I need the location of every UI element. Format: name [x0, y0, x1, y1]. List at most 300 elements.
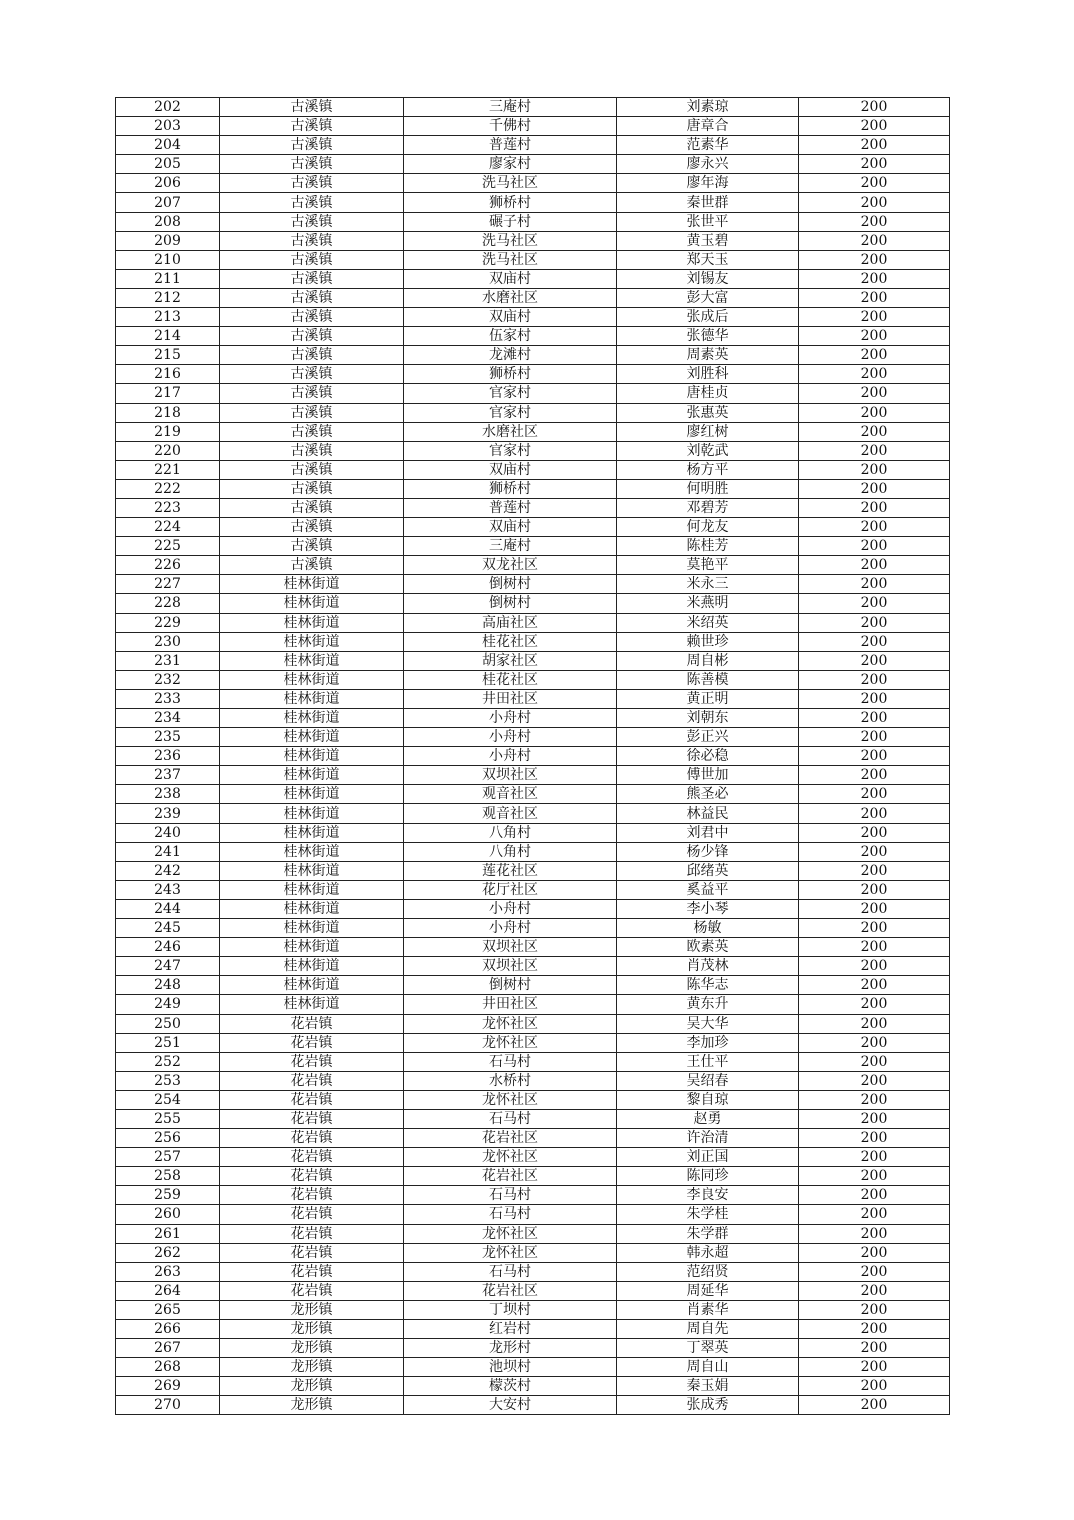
- township-cell: 花岩镇: [220, 1262, 404, 1281]
- row-number-cell: 261: [116, 1224, 220, 1243]
- table-row: [116, 823, 950, 842]
- person-name-cell: 陈华志: [617, 976, 799, 995]
- row-number-cell: 231: [116, 651, 220, 670]
- person-name-cell: 彭正兴: [617, 728, 799, 747]
- row-number-cell: 220: [116, 441, 220, 460]
- village-cell: 伍家村: [404, 327, 617, 346]
- amount-cell: 200: [799, 1377, 950, 1396]
- village-cell: 桂花社区: [404, 670, 617, 689]
- person-name-cell: 张世平: [617, 212, 799, 231]
- township-cell: 桂林街道: [220, 976, 404, 995]
- table-row: [116, 403, 950, 422]
- village-cell: 龙形村: [404, 1339, 617, 1358]
- table-row: [116, 766, 950, 785]
- person-name-cell: 奚益平: [617, 880, 799, 899]
- amount-cell: 200: [799, 403, 950, 422]
- township-cell: 古溪镇: [220, 231, 404, 250]
- person-name-cell: 丁翠英: [617, 1339, 799, 1358]
- row-number-cell: 239: [116, 804, 220, 823]
- table-row: [116, 689, 950, 708]
- row-number-cell: 219: [116, 422, 220, 441]
- amount-cell: 200: [799, 823, 950, 842]
- amount-cell: 200: [799, 1339, 950, 1358]
- table-row: [116, 556, 950, 575]
- township-cell: 桂林街道: [220, 766, 404, 785]
- township-cell: 古溪镇: [220, 460, 404, 479]
- amount-cell: 200: [799, 1281, 950, 1300]
- row-number-cell: 267: [116, 1339, 220, 1358]
- table-body: [116, 98, 950, 1415]
- person-name-cell: 唐章合: [617, 117, 799, 136]
- person-name-cell: 周自彬: [617, 651, 799, 670]
- village-cell: 丁坝村: [404, 1300, 617, 1319]
- table-row: [116, 269, 950, 288]
- person-name-cell: 陈同珍: [617, 1167, 799, 1186]
- table-row: [116, 747, 950, 766]
- table-row: [116, 1224, 950, 1243]
- table-row: [116, 1396, 950, 1415]
- township-cell: 桂林街道: [220, 594, 404, 613]
- village-cell: 龙怀社区: [404, 1243, 617, 1262]
- village-cell: 小舟村: [404, 728, 617, 747]
- row-number-cell: 264: [116, 1281, 220, 1300]
- amount-cell: 200: [799, 1033, 950, 1052]
- amount-cell: 200: [799, 498, 950, 517]
- village-cell: 洗马社区: [404, 231, 617, 250]
- township-cell: 花岩镇: [220, 1014, 404, 1033]
- amount-cell: 200: [799, 136, 950, 155]
- amount-cell: 200: [799, 899, 950, 918]
- amount-cell: 200: [799, 594, 950, 613]
- amount-cell: 200: [799, 98, 950, 117]
- amount-cell: 200: [799, 1167, 950, 1186]
- village-cell: 双坝社区: [404, 938, 617, 957]
- township-cell: 古溪镇: [220, 537, 404, 556]
- township-cell: 桂林街道: [220, 919, 404, 938]
- amount-cell: 200: [799, 250, 950, 269]
- person-name-cell: 陈桂芳: [617, 537, 799, 556]
- row-number-cell: 250: [116, 1014, 220, 1033]
- amount-cell: 200: [799, 785, 950, 804]
- township-cell: 桂林街道: [220, 613, 404, 632]
- row-number-cell: 222: [116, 479, 220, 498]
- township-cell: 古溪镇: [220, 384, 404, 403]
- table-row: [116, 842, 950, 861]
- row-number-cell: 263: [116, 1262, 220, 1281]
- township-cell: 龙形镇: [220, 1339, 404, 1358]
- village-cell: 双龙社区: [404, 556, 617, 575]
- township-cell: 古溪镇: [220, 250, 404, 269]
- amount-cell: 200: [799, 346, 950, 365]
- amount-cell: 200: [799, 479, 950, 498]
- amount-cell: 200: [799, 1262, 950, 1281]
- village-cell: 千佛村: [404, 117, 617, 136]
- amount-cell: 200: [799, 1300, 950, 1319]
- amount-cell: 200: [799, 1396, 950, 1415]
- row-number-cell: 207: [116, 193, 220, 212]
- amount-cell: 200: [799, 117, 950, 136]
- row-number-cell: 252: [116, 1052, 220, 1071]
- person-name-cell: 张成后: [617, 308, 799, 327]
- village-cell: 双庙村: [404, 518, 617, 537]
- table-row: [116, 575, 950, 594]
- table-row: [116, 346, 950, 365]
- person-name-cell: 刘乾武: [617, 441, 799, 460]
- table-row: [116, 1205, 950, 1224]
- person-name-cell: 郑天玉: [617, 250, 799, 269]
- person-name-cell: 李小琴: [617, 899, 799, 918]
- village-cell: 洗马社区: [404, 250, 617, 269]
- person-name-cell: 熊圣必: [617, 785, 799, 804]
- township-cell: 花岩镇: [220, 1281, 404, 1300]
- person-name-cell: 陈善模: [617, 670, 799, 689]
- table-row: [116, 460, 950, 479]
- village-cell: 小舟村: [404, 709, 617, 728]
- village-cell: 檬茨村: [404, 1377, 617, 1396]
- table-row: [116, 1186, 950, 1205]
- township-cell: 古溪镇: [220, 479, 404, 498]
- row-number-cell: 234: [116, 709, 220, 728]
- amount-cell: 200: [799, 1358, 950, 1377]
- person-name-cell: 李良安: [617, 1186, 799, 1205]
- row-number-cell: 259: [116, 1186, 220, 1205]
- person-name-cell: 杨方平: [617, 460, 799, 479]
- row-number-cell: 262: [116, 1243, 220, 1262]
- table-row: [116, 479, 950, 498]
- row-number-cell: 232: [116, 670, 220, 689]
- township-cell: 花岩镇: [220, 1148, 404, 1167]
- village-cell: 红岩村: [404, 1320, 617, 1339]
- village-cell: 池坝村: [404, 1358, 617, 1377]
- township-cell: 古溪镇: [220, 193, 404, 212]
- village-cell: 石马村: [404, 1205, 617, 1224]
- table-row: [116, 441, 950, 460]
- village-cell: 花岩社区: [404, 1129, 617, 1148]
- amount-cell: 200: [799, 327, 950, 346]
- village-cell: 倒树村: [404, 594, 617, 613]
- person-name-cell: 黄正明: [617, 689, 799, 708]
- village-cell: 三庵村: [404, 537, 617, 556]
- table-row: [116, 1014, 950, 1033]
- table-row: [116, 1071, 950, 1090]
- row-number-cell: 228: [116, 594, 220, 613]
- village-cell: 桂花社区: [404, 632, 617, 651]
- village-cell: 小舟村: [404, 899, 617, 918]
- township-cell: 古溪镇: [220, 556, 404, 575]
- amount-cell: 200: [799, 269, 950, 288]
- amount-cell: 200: [799, 1186, 950, 1205]
- table-row: [116, 1033, 950, 1052]
- township-cell: 桂林街道: [220, 651, 404, 670]
- township-cell: 花岩镇: [220, 1109, 404, 1128]
- table-row: [116, 728, 950, 747]
- table-row: [116, 117, 950, 136]
- township-cell: 桂林街道: [220, 670, 404, 689]
- township-cell: 古溪镇: [220, 498, 404, 517]
- row-number-cell: 221: [116, 460, 220, 479]
- table-row: [116, 919, 950, 938]
- township-cell: 桂林街道: [220, 728, 404, 747]
- table-row: [116, 498, 950, 517]
- row-number-cell: 266: [116, 1320, 220, 1339]
- township-cell: 古溪镇: [220, 98, 404, 117]
- row-number-cell: 244: [116, 899, 220, 918]
- person-name-cell: 黄东升: [617, 995, 799, 1014]
- person-name-cell: 吴大华: [617, 1014, 799, 1033]
- amount-cell: 200: [799, 919, 950, 938]
- person-name-cell: 米绍英: [617, 613, 799, 632]
- township-cell: 桂林街道: [220, 880, 404, 899]
- row-number-cell: 208: [116, 212, 220, 231]
- row-number-cell: 254: [116, 1090, 220, 1109]
- person-name-cell: 范素华: [617, 136, 799, 155]
- township-cell: 龙形镇: [220, 1300, 404, 1319]
- person-name-cell: 朱学桂: [617, 1205, 799, 1224]
- row-number-cell: 248: [116, 976, 220, 995]
- row-number-cell: 226: [116, 556, 220, 575]
- village-cell: 水磨社区: [404, 288, 617, 307]
- person-name-cell: 韩永超: [617, 1243, 799, 1262]
- township-cell: 花岩镇: [220, 1243, 404, 1262]
- amount-cell: 200: [799, 193, 950, 212]
- person-name-cell: 赖世珍: [617, 632, 799, 651]
- person-name-cell: 刘锡友: [617, 269, 799, 288]
- row-number-cell: 227: [116, 575, 220, 594]
- village-cell: 花厅社区: [404, 880, 617, 899]
- amount-cell: 200: [799, 231, 950, 250]
- table-row: [116, 1167, 950, 1186]
- row-number-cell: 225: [116, 537, 220, 556]
- table-row: [116, 594, 950, 613]
- village-cell: 官家村: [404, 403, 617, 422]
- table-row: [116, 1148, 950, 1167]
- row-number-cell: 215: [116, 346, 220, 365]
- table-row: [116, 288, 950, 307]
- person-name-cell: 邱绪英: [617, 861, 799, 880]
- table-row: [116, 174, 950, 193]
- table-row: [116, 1109, 950, 1128]
- row-number-cell: 260: [116, 1205, 220, 1224]
- township-cell: 桂林街道: [220, 689, 404, 708]
- row-number-cell: 209: [116, 231, 220, 250]
- row-number-cell: 238: [116, 785, 220, 804]
- township-cell: 花岩镇: [220, 1071, 404, 1090]
- amount-cell: 200: [799, 556, 950, 575]
- table-row: [116, 250, 950, 269]
- amount-cell: 200: [799, 1320, 950, 1339]
- village-cell: 石马村: [404, 1052, 617, 1071]
- person-name-cell: 张成秀: [617, 1396, 799, 1415]
- township-cell: 桂林街道: [220, 899, 404, 918]
- row-number-cell: 237: [116, 766, 220, 785]
- amount-cell: 200: [799, 728, 950, 747]
- table-row: [116, 537, 950, 556]
- amount-cell: 200: [799, 1090, 950, 1109]
- amount-cell: 200: [799, 212, 950, 231]
- table-row: [116, 384, 950, 403]
- table-row: [116, 1377, 950, 1396]
- person-name-cell: 周延华: [617, 1281, 799, 1300]
- township-cell: 花岩镇: [220, 1186, 404, 1205]
- person-name-cell: 刘朝东: [617, 709, 799, 728]
- village-cell: 八角村: [404, 842, 617, 861]
- amount-cell: 200: [799, 1129, 950, 1148]
- amount-cell: 200: [799, 155, 950, 174]
- amount-cell: 200: [799, 766, 950, 785]
- row-number-cell: 204: [116, 136, 220, 155]
- person-name-cell: 王仕平: [617, 1052, 799, 1071]
- village-cell: 双庙村: [404, 460, 617, 479]
- table-row: [116, 995, 950, 1014]
- person-name-cell: 许治清: [617, 1129, 799, 1148]
- row-number-cell: 257: [116, 1148, 220, 1167]
- table-row: [116, 670, 950, 689]
- row-number-cell: 217: [116, 384, 220, 403]
- table-row: [116, 1262, 950, 1281]
- person-name-cell: 杨少锋: [617, 842, 799, 861]
- township-cell: 桂林街道: [220, 785, 404, 804]
- village-cell: 廖家村: [404, 155, 617, 174]
- amount-cell: 200: [799, 804, 950, 823]
- table-row: [116, 1090, 950, 1109]
- amount-cell: 200: [799, 384, 950, 403]
- village-cell: 石马村: [404, 1109, 617, 1128]
- village-cell: 狮桥村: [404, 479, 617, 498]
- person-name-cell: 范绍贤: [617, 1262, 799, 1281]
- village-cell: 井田社区: [404, 995, 617, 1014]
- table-row: [116, 1358, 950, 1377]
- village-cell: 大安村: [404, 1396, 617, 1415]
- person-name-cell: 廖红树: [617, 422, 799, 441]
- row-number-cell: 214: [116, 327, 220, 346]
- row-number-cell: 230: [116, 632, 220, 651]
- person-name-cell: 周自山: [617, 1358, 799, 1377]
- table-row: [116, 155, 950, 174]
- row-number-cell: 223: [116, 498, 220, 517]
- table-row: [116, 1052, 950, 1071]
- row-number-cell: 206: [116, 174, 220, 193]
- row-number-cell: 268: [116, 1358, 220, 1377]
- person-name-cell: 何明胜: [617, 479, 799, 498]
- table-row: [116, 613, 950, 632]
- village-cell: 水桥村: [404, 1071, 617, 1090]
- table-row: [116, 1243, 950, 1262]
- amount-cell: 200: [799, 957, 950, 976]
- township-cell: 花岩镇: [220, 1224, 404, 1243]
- amount-cell: 200: [799, 575, 950, 594]
- row-number-cell: 246: [116, 938, 220, 957]
- village-cell: 花岩社区: [404, 1167, 617, 1186]
- township-cell: 古溪镇: [220, 441, 404, 460]
- village-cell: 高庙社区: [404, 613, 617, 632]
- township-cell: 龙形镇: [220, 1320, 404, 1339]
- township-cell: 龙形镇: [220, 1396, 404, 1415]
- village-cell: 水磨社区: [404, 422, 617, 441]
- amount-cell: 200: [799, 861, 950, 880]
- township-cell: 桂林街道: [220, 861, 404, 880]
- village-cell: 石马村: [404, 1262, 617, 1281]
- table-row: [116, 98, 950, 117]
- amount-cell: 200: [799, 460, 950, 479]
- village-cell: 观音社区: [404, 785, 617, 804]
- person-name-cell: 黄玉碧: [617, 231, 799, 250]
- amount-cell: 200: [799, 422, 950, 441]
- amount-cell: 200: [799, 308, 950, 327]
- village-cell: 三庵村: [404, 98, 617, 117]
- table-row: [116, 1129, 950, 1148]
- person-name-cell: 张德华: [617, 327, 799, 346]
- person-name-cell: 刘胜科: [617, 365, 799, 384]
- table-row: [116, 957, 950, 976]
- person-name-cell: 米永三: [617, 575, 799, 594]
- township-cell: 古溪镇: [220, 212, 404, 231]
- table-row: [116, 518, 950, 537]
- person-name-cell: 吴绍春: [617, 1071, 799, 1090]
- amount-cell: 200: [799, 709, 950, 728]
- row-number-cell: 256: [116, 1129, 220, 1148]
- table-row: [116, 308, 950, 327]
- village-cell: 龙怀社区: [404, 1224, 617, 1243]
- township-cell: 古溪镇: [220, 155, 404, 174]
- row-number-cell: 236: [116, 747, 220, 766]
- person-name-cell: 米燕明: [617, 594, 799, 613]
- township-cell: 花岩镇: [220, 1205, 404, 1224]
- amount-cell: 200: [799, 1243, 950, 1262]
- village-cell: 小舟村: [404, 919, 617, 938]
- row-number-cell: 211: [116, 269, 220, 288]
- amount-cell: 200: [799, 537, 950, 556]
- table-row: [116, 327, 950, 346]
- person-name-cell: 唐桂贞: [617, 384, 799, 403]
- row-number-cell: 253: [116, 1071, 220, 1090]
- row-number-cell: 249: [116, 995, 220, 1014]
- table-row: [116, 709, 950, 728]
- amount-cell: 200: [799, 1148, 950, 1167]
- table-row: [116, 861, 950, 880]
- table-row: [116, 193, 950, 212]
- amount-cell: 200: [799, 613, 950, 632]
- row-number-cell: 247: [116, 957, 220, 976]
- person-name-cell: 秦玉娟: [617, 1377, 799, 1396]
- amount-cell: 200: [799, 174, 950, 193]
- row-number-cell: 270: [116, 1396, 220, 1415]
- amount-cell: 200: [799, 441, 950, 460]
- table-row: [116, 365, 950, 384]
- person-name-cell: 肖素华: [617, 1300, 799, 1319]
- row-number-cell: 212: [116, 288, 220, 307]
- amount-cell: 200: [799, 1052, 950, 1071]
- village-cell: 碾子村: [404, 212, 617, 231]
- township-cell: 古溪镇: [220, 269, 404, 288]
- township-cell: 桂林街道: [220, 842, 404, 861]
- township-cell: 古溪镇: [220, 174, 404, 193]
- amount-cell: 200: [799, 976, 950, 995]
- township-cell: 桂林街道: [220, 575, 404, 594]
- person-name-cell: 杨敏: [617, 919, 799, 938]
- subsidy-table-page: [115, 97, 949, 1415]
- row-number-cell: 224: [116, 518, 220, 537]
- village-cell: 双坝社区: [404, 957, 617, 976]
- village-cell: 狮桥村: [404, 365, 617, 384]
- township-cell: 古溪镇: [220, 346, 404, 365]
- township-cell: 古溪镇: [220, 308, 404, 327]
- township-cell: 桂林街道: [220, 632, 404, 651]
- township-cell: 桂林街道: [220, 747, 404, 766]
- table-row: [116, 785, 950, 804]
- amount-cell: 200: [799, 689, 950, 708]
- village-cell: 观音社区: [404, 804, 617, 823]
- amount-cell: 200: [799, 1224, 950, 1243]
